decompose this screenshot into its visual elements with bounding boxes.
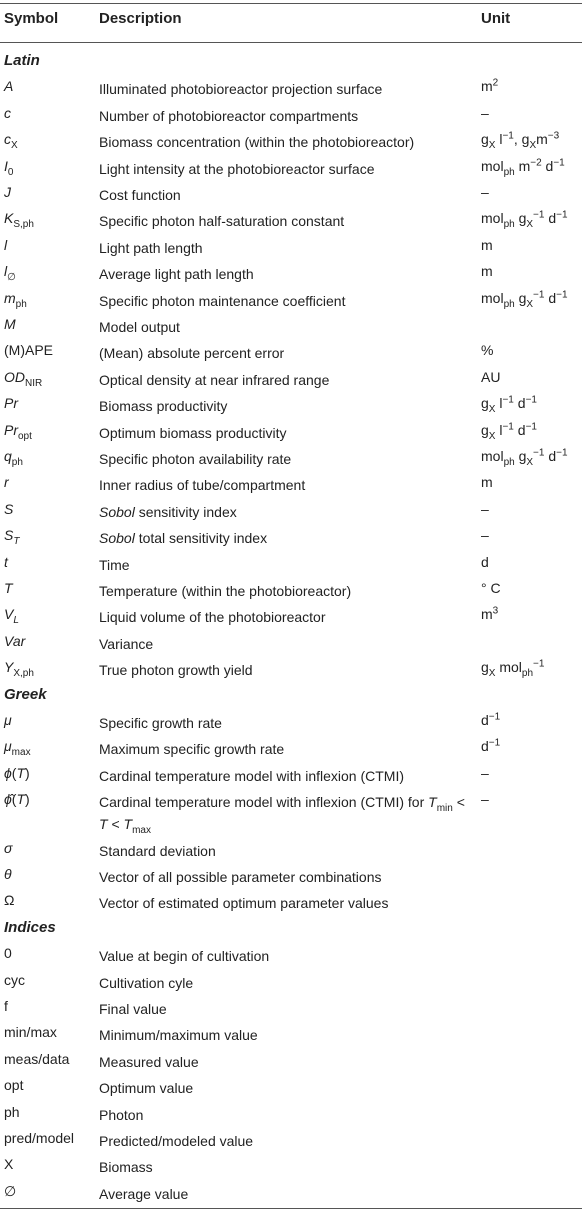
description-cell: (Mean) absolute percent error xyxy=(99,345,285,362)
description-cell: Specific photon half-saturation constant xyxy=(99,213,345,230)
symbol-cell: meas/data xyxy=(4,1050,70,1067)
description-cell: Liquid volume of the photobioreactor xyxy=(99,609,326,626)
symbol-cell: $c_X$ xyxy=(4,131,18,151)
description-cell: Specific photon maintenance coefficient xyxy=(99,292,346,309)
symbol-cell: A xyxy=(4,78,14,95)
symbol-cell: 0 xyxy=(4,945,12,962)
symbol-cell: S xyxy=(4,500,14,517)
symbol-cell: $\mu_{max}$ xyxy=(4,738,31,759)
unit-cell: m xyxy=(481,263,493,280)
symbol-cell: cyc xyxy=(4,971,25,988)
unit-cell: $g_X$ $l^{-1}$ $d^{-1}$ xyxy=(481,394,537,415)
symbol-cell: min/max xyxy=(4,1024,57,1041)
unit-cell: $d^{-1}$ xyxy=(481,737,501,755)
unit-cell: % xyxy=(481,342,494,359)
unit-cell: AU xyxy=(481,368,501,385)
symbol-cell: f xyxy=(4,998,8,1014)
description-cell: Optimum biomass productivity xyxy=(99,424,287,441)
symbol-cell: (M)APE xyxy=(4,342,53,359)
description-cell: Vector of all possible parameter combinations xyxy=(99,869,382,885)
unit-cell: $m^3$ xyxy=(481,605,499,623)
description-cell: Light path length xyxy=(99,239,203,256)
description-cell: True photon growth yield xyxy=(99,662,253,679)
unit-cell: $m^2$ xyxy=(481,77,499,95)
description-cell: Sobol sensitivity index xyxy=(99,503,237,520)
symbol-cell: Ω xyxy=(4,892,15,909)
header-rule xyxy=(0,42,582,43)
description-cell: Number of photobioreactor compartments xyxy=(99,107,359,124)
symbol-cell: c xyxy=(4,104,11,121)
description-cell: Final value xyxy=(99,1001,167,1017)
symbol-cell: X xyxy=(4,1156,14,1173)
symbol-cell: $V_L$ xyxy=(4,606,19,627)
description-cell: Maximum specific growth rate xyxy=(99,741,285,758)
description-cell: Time xyxy=(99,556,130,573)
description-cell: Inner radius of tube/compartment xyxy=(99,477,306,494)
description-cell: Biomass productivity xyxy=(99,398,228,415)
symbol-cell: θ xyxy=(4,866,12,882)
unit-cell: mol$_{ph}$ $g_X^{-1}$ $d^{-1}$ xyxy=(481,288,568,310)
unit-cell: mol$_{ph}$ $g_X^{-1}$ $d^{-1}$ xyxy=(481,447,568,468)
description-cell: Average value xyxy=(99,1185,189,1202)
description-cell: Cultivation cyle xyxy=(99,974,194,991)
symbol-cell: T xyxy=(4,580,13,596)
description-cell: Specific growth rate xyxy=(99,715,222,731)
unit-cell: mol$_{ph}$ $m^{-2}$ $d^{-1}$ xyxy=(481,156,565,178)
symbol-cell: Pr xyxy=(4,395,18,412)
symbol-cell: pred/model xyxy=(4,1130,75,1146)
unit-cell: ° C xyxy=(481,580,501,596)
description-cell: Minimum/maximum value xyxy=(99,1027,258,1044)
description-cell: Optical density at near infrared range xyxy=(99,371,330,388)
unit-cell: – xyxy=(481,527,489,544)
symbol-cell: l xyxy=(4,236,8,253)
description-cell: Standard deviation xyxy=(99,842,216,859)
section-title: Latin xyxy=(4,52,40,69)
unit-cell: – xyxy=(481,500,489,517)
symbol-cell: ϕ̂(T) xyxy=(4,791,30,808)
symbol-cell: Var xyxy=(4,632,26,649)
header-row xyxy=(0,10,582,34)
symbol-cell: $Pr_{opt}$ xyxy=(4,421,32,442)
unit-cell: – xyxy=(481,791,489,808)
symbol-cell: $Y_{X,ph}$ xyxy=(4,659,34,679)
section-title: Indices xyxy=(4,918,56,936)
description-cell: Illuminated photobioreactor projection surface xyxy=(99,81,383,98)
unit-cell: $g_X$ $l^{-1}$ $d^{-1}$ xyxy=(481,420,537,442)
symbol-cell: r xyxy=(4,474,9,491)
description-cell: Optimum value xyxy=(99,1080,194,1097)
symbol-cell: $q_{ph}$ xyxy=(4,448,23,468)
symbol-cell: μ xyxy=(4,712,12,728)
symbol-cell: t xyxy=(4,553,8,570)
symbol-cell: $K_{S,ph}$ xyxy=(4,210,34,231)
unit-cell: $g_X$ $l^{-1}$, $g_Xm^{-3}$ xyxy=(481,130,560,151)
symbol-cell: ∅ xyxy=(4,1182,17,1199)
symbol-cell: $I_0$ xyxy=(4,157,14,178)
description-cell: Specific photon availability rate xyxy=(99,451,292,467)
unit-cell: – xyxy=(481,104,489,121)
description-cell: Biomass concentration (within the photobioreactor) xyxy=(99,134,415,151)
description-cell: Cardinal temperature model with inflexion (CTMI) xyxy=(99,767,404,784)
unit-cell: m xyxy=(481,474,493,491)
description-cell: Light intensity at the photobioreactor surface xyxy=(99,160,375,177)
description-cell: Vector of estimated optimum parameter values xyxy=(99,895,389,912)
top-rule xyxy=(0,3,582,4)
unit-cell: – xyxy=(481,764,489,781)
description-cell: Biomass xyxy=(99,1159,153,1176)
symbol-cell: ϕ(T) xyxy=(4,764,30,781)
header-symbol: Symbol xyxy=(4,10,59,27)
description-cell: Variance xyxy=(99,635,154,652)
description-cell: Model output xyxy=(99,319,180,335)
description-cell: Average light path length xyxy=(99,266,254,283)
unit-cell: $g_X$ mol$_{ph}^{-1}$ xyxy=(481,658,545,679)
header-description: Description xyxy=(99,10,182,27)
symbol-cell: $OD_{NIR}$ xyxy=(4,368,43,389)
section-title: Greek xyxy=(4,685,47,703)
description-cell: Temperature (within the photobioreactor) xyxy=(99,583,352,599)
unit-cell: mol$_{ph}$ $g_X^{-1}$ $d^{-1}$ xyxy=(481,209,568,231)
description-cell: Cost function xyxy=(99,187,181,203)
symbol-cell: ph xyxy=(4,1103,20,1120)
symbol-cell: $S_T$ xyxy=(4,527,20,547)
symbol-cell: σ xyxy=(4,839,13,856)
symbol-cell: $l_\emptyset$ xyxy=(4,263,16,283)
unit-cell: d xyxy=(481,553,489,570)
description-cell: Predicted/modeled value xyxy=(99,1133,254,1149)
symbol-cell: $m_{ph}$ xyxy=(4,289,27,310)
unit-cell: m xyxy=(481,236,493,253)
description-cell: Value at begin of cultivation xyxy=(99,948,270,965)
header-unit: Unit xyxy=(481,10,511,27)
description-cell: Photon xyxy=(99,1106,144,1123)
symbol-cell: opt xyxy=(4,1077,24,1094)
description-cell: Cardinal temperature model with inflexion (CTMI) for $T_{min} < T < T_{max}$ xyxy=(99,794,465,836)
unit-cell: $d^{-1}$ xyxy=(481,711,501,728)
symbol-cell: J xyxy=(4,184,11,200)
symbol-cell: M xyxy=(4,316,16,332)
description-cell: Measured value xyxy=(99,1053,199,1070)
unit-cell: – xyxy=(481,184,489,200)
description-cell: Sobol total sensitivity index xyxy=(99,530,268,547)
